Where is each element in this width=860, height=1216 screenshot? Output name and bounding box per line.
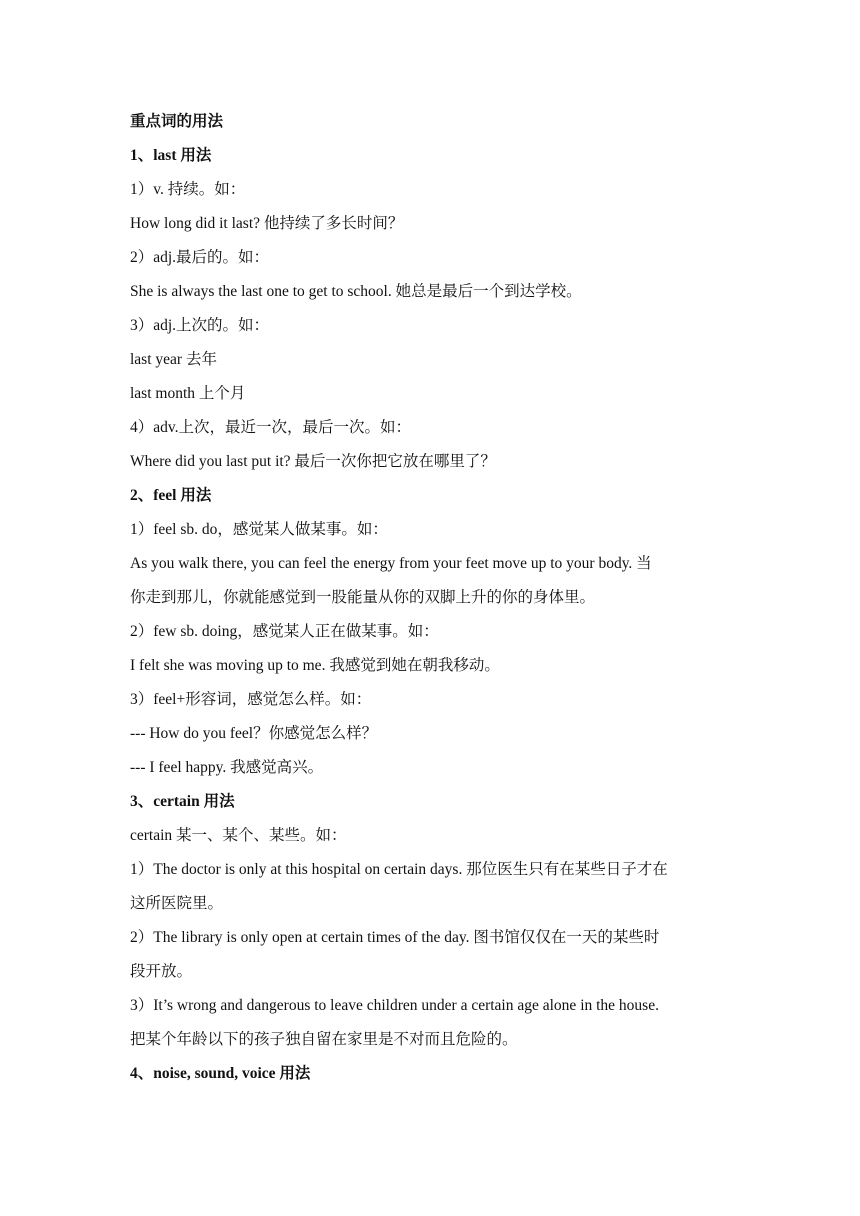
text-line: 1）v. 持续。如：: [130, 181, 246, 198]
heading-noise-sound-voice-usage: 4、noise, sound, voice 用法: [130, 1065, 311, 1082]
example-line: 段开放。: [130, 963, 193, 980]
heading-last-usage: 1、last 用法: [130, 147, 212, 164]
example-line: As you walk there, you can feel the energy from your feet move up to your body. 当: [130, 555, 652, 572]
example-line: --- I feel happy. 我感觉高兴。: [130, 759, 324, 776]
heading-feel-usage: 2、feel 用法: [130, 487, 212, 504]
heading-certain-usage: 3、certain 用法: [130, 793, 235, 810]
text-line: 3）adj.上次的。如：: [130, 317, 270, 334]
example-line: 1）The doctor is only at this hospital on certain days. 那位医生只有在某些日子才在: [130, 861, 668, 878]
example-line: last year 去年: [130, 351, 217, 368]
example-line: 这所医院里。: [130, 895, 224, 912]
example-line: 你走到那儿，你就能感觉到一股能量从你的双脚上升的你的身体里。: [130, 589, 596, 606]
text-line: 1）feel sb. do，感觉某人做某事。如：: [130, 521, 388, 538]
example-line: last month 上个月: [130, 385, 246, 402]
example-line: --- How do you feel？你感觉怎么样？: [130, 725, 378, 742]
example-line: 把某个年龄以下的孩子独自留在家里是不对而且危险的。: [130, 1031, 518, 1048]
text-line: 2）few sb. doing，感觉某人正在做某事。如：: [130, 623, 439, 640]
text-line: 3）feel+形容词，感觉怎么样。如：: [130, 691, 372, 708]
text-line: 4）adv.上次，最近一次，最后一次。如：: [130, 419, 411, 436]
example-line: Where did you last put it? 最后一次你把它放在哪里了？: [130, 453, 496, 470]
example-line: I felt she was moving up to me. 我感觉到她在朝我移动。: [130, 657, 500, 674]
example-line: She is always the last one to get to school. 她总是最后一个到达学校。: [130, 283, 582, 300]
text-line: 2）adj.最后的。如：: [130, 249, 270, 266]
example-line: 2）The library is only open at certain times of the day. 图书馆仅仅在一天的某些时: [130, 929, 660, 946]
document-page: [130, 105, 740, 1091]
example-line: How long did it last? 他持续了多长时间？: [130, 215, 404, 232]
section-title: 重点词的用法: [130, 113, 224, 130]
text-line: certain 某一、某个、某些。如：: [130, 827, 347, 844]
example-line: 3）It’s wrong and dangerous to leave children under a certain age alone in the house.: [130, 997, 659, 1014]
